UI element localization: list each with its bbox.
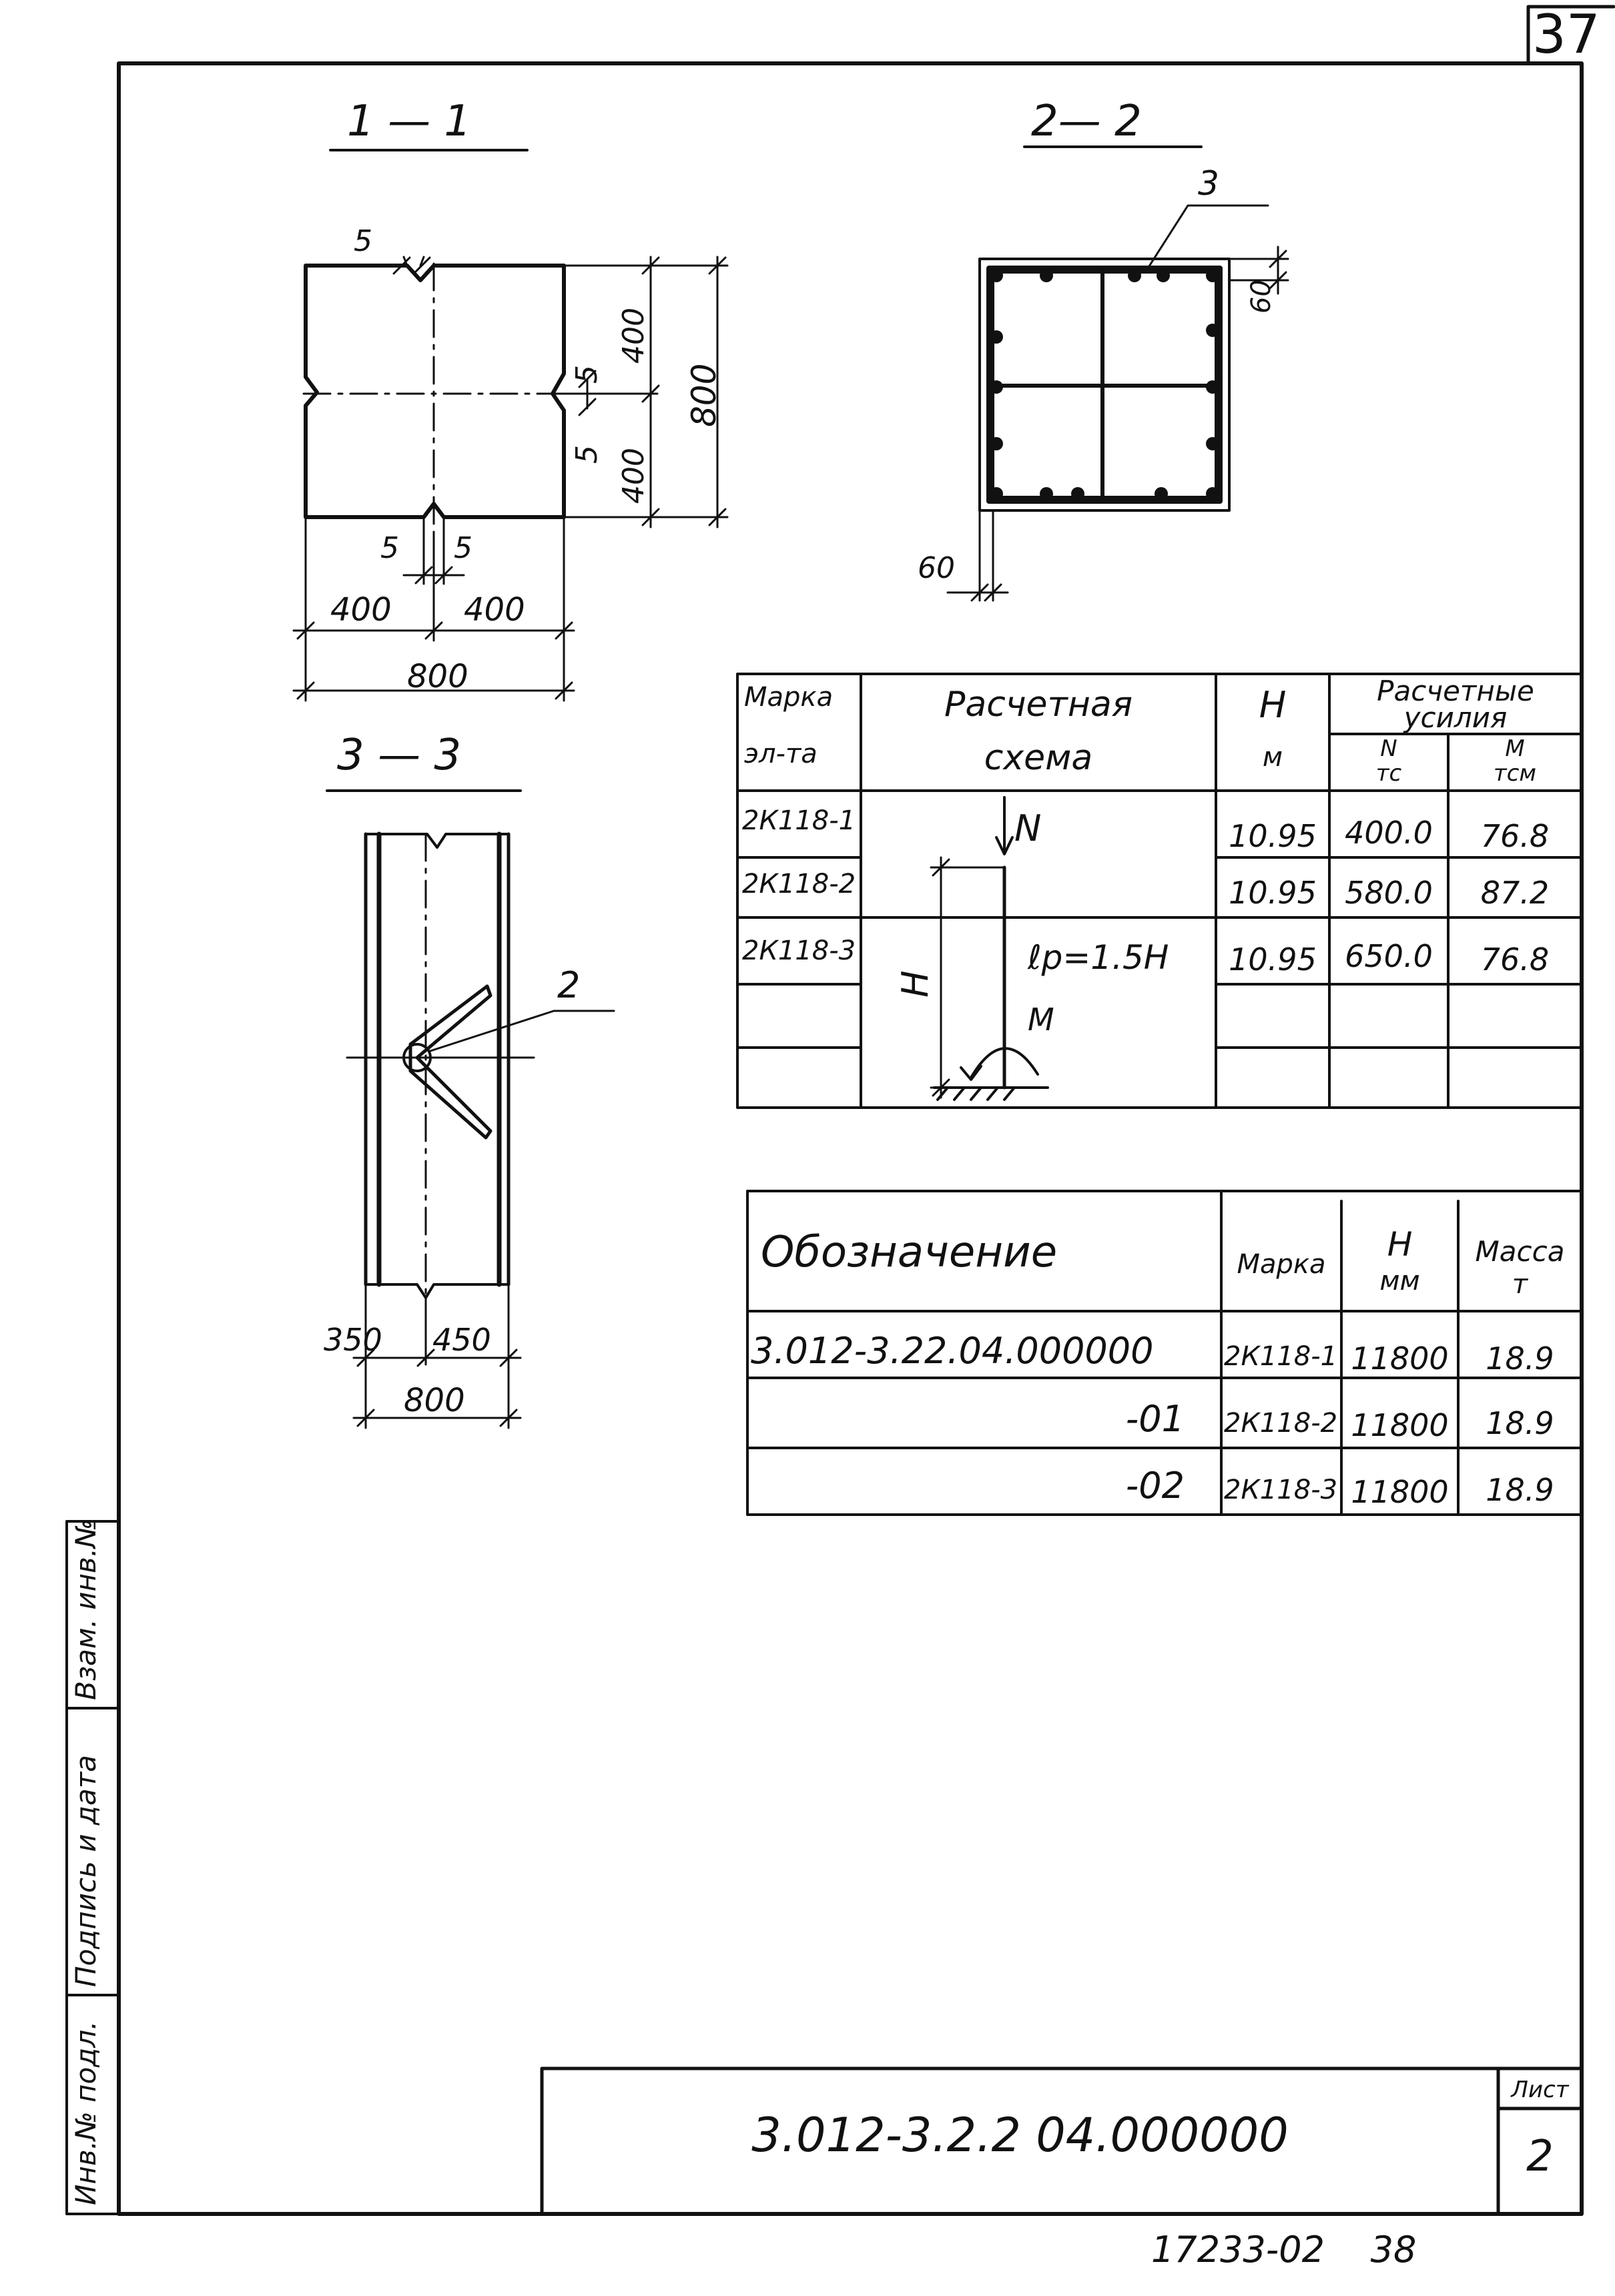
st-hdr-mass-l2: т	[1512, 1269, 1528, 1300]
s33-title: 3 — 3	[337, 731, 462, 780]
st-hdr-mark: Марка	[1237, 1249, 1326, 1280]
st-hdr-h-l2: мм	[1379, 1266, 1420, 1296]
ft-row3-m: 76.8	[1480, 941, 1550, 978]
scheme-height-dim	[931, 857, 1004, 1098]
title-block-sheet-label: Лист	[1511, 2076, 1569, 2103]
scheme-force-arrow	[996, 797, 1012, 854]
ft-hdr-n-l1: N	[1380, 735, 1397, 762]
s11-dim-bottom-left: 400	[330, 591, 392, 629]
s33-top-break	[366, 834, 509, 847]
scheme-force-n: N	[1014, 807, 1042, 849]
s33-inner-sides	[379, 834, 499, 1284]
ft-hdr-m-l1: M	[1505, 735, 1525, 762]
s11-dim-bottom-notch-a: 5	[380, 531, 399, 565]
s11-dim-right-upper: 400	[617, 308, 651, 364]
ft-row3-h: 10.95	[1229, 941, 1317, 978]
s33-outer-sides	[366, 834, 509, 1284]
st-row1-designation: 3.012-3.22.04.000000	[751, 1330, 1154, 1372]
ft-hdr-h-l2: м	[1262, 742, 1283, 773]
st-row1-mark: 2К118-1	[1224, 1341, 1338, 1372]
st-hdr-h-l1: H	[1387, 1225, 1413, 1264]
ft-row3-mark: 2К118-3	[742, 935, 856, 966]
s11-dim-right-total: 800	[685, 363, 723, 427]
s22-callout: 3	[1198, 164, 1219, 203]
scheme-base	[934, 1088, 1048, 1100]
ft-row1-mark: 2К118-1	[742, 805, 856, 836]
ft-hdr-h-l1: H	[1259, 684, 1287, 726]
ft-row3-n: 650.0	[1345, 938, 1433, 974]
st-row3-mass: 18.9	[1486, 1472, 1554, 1508]
st-row2-mass: 18.9	[1486, 1405, 1554, 1441]
ft-hdr-forces-l2: усилия	[1403, 701, 1508, 734]
corner-sheet-number: 37	[1532, 3, 1600, 65]
s33-gusset	[410, 986, 491, 1138]
s33-dim-left: 350	[324, 1322, 382, 1358]
side-stamp-col3: Взам. инв.№	[69, 1519, 102, 1700]
st-row1-mass: 18.9	[1486, 1341, 1554, 1377]
ft-hdr-mark-l2: эл-та	[744, 739, 818, 769]
scheme-formula: ℓр=1.5H	[1028, 938, 1169, 977]
side-stamp-col2: Подпись и дата	[69, 1755, 102, 1987]
s33-bottom-break	[366, 1284, 509, 1298]
s22-ties	[991, 270, 1218, 499]
ft-hdr-forces-l1: Расчетные	[1377, 675, 1534, 707]
s33-callout: 2	[557, 964, 581, 1006]
s11-dim-top-notch: 5	[354, 224, 372, 258]
ft-row2-n: 580.0	[1345, 875, 1433, 911]
s11-dim-bottom-right: 400	[464, 591, 525, 629]
st-row1-h: 11800	[1351, 1341, 1449, 1377]
st-row2-designation: -01	[1125, 1398, 1185, 1440]
st-row3-designation: -02	[1125, 1465, 1185, 1507]
ft-row1-h: 10.95	[1229, 818, 1317, 854]
st-hdr-mass-l1: Масса	[1475, 1235, 1565, 1268]
st-row3-mark: 2К118-3	[1224, 1475, 1338, 1505]
st-row3-h: 11800	[1351, 1474, 1449, 1510]
scheme-moment-m: M	[1028, 1002, 1054, 1038]
ft-row1-n: 400.0	[1345, 815, 1433, 851]
s11-dim-right-mid-a: 5	[570, 365, 604, 384]
scheme-height-h: H	[894, 970, 936, 998]
s11-dim-right-mid-b: 5	[570, 445, 604, 464]
s33-callout-leader	[430, 1011, 614, 1051]
ft-hdr-mark-l1: Марка	[744, 682, 834, 713]
ft-row2-m: 87.2	[1480, 875, 1550, 911]
ft-row2-h: 10.95	[1229, 875, 1317, 911]
s22-dim-right: 60	[1246, 280, 1277, 314]
scheme-moment-arc	[961, 1048, 1038, 1080]
side-stamp-col1: Инв.№ подл.	[69, 2020, 102, 2205]
s11-outline	[306, 266, 564, 517]
s33-dim-right: 450	[432, 1322, 491, 1358]
s33-dim-total: 800	[404, 1382, 465, 1419]
s11-dim-right-lower: 400	[617, 448, 651, 504]
ft-row2-mark: 2К118-2	[742, 869, 856, 899]
st-row2-mark: 2К118-2	[1224, 1408, 1338, 1439]
ft-row1-m: 76.8	[1480, 818, 1550, 854]
s11-dim-bottom-total: 800	[407, 658, 468, 695]
s22-title: 2— 2	[1031, 97, 1142, 146]
ft-hdr-scheme-l2: схема	[984, 738, 1093, 778]
ft-hdr-m-l2: тсм	[1493, 760, 1537, 787]
st-row2-h: 11800	[1351, 1407, 1449, 1443]
title-block-code: 3.012-3.2.2 04.000000	[751, 2108, 1289, 2163]
s11-dim-bottom-notch-b: 5	[454, 531, 472, 565]
ft-hdr-scheme-l1: Расчетная	[944, 685, 1133, 725]
s22-dim-bottom: 60	[918, 551, 955, 585]
s11-title: 1 — 1	[347, 97, 472, 146]
ft-hdr-n-l2: тс	[1375, 760, 1402, 787]
title-block-sheet-value: 2	[1526, 2132, 1554, 2181]
frame-outer	[119, 63, 1582, 2214]
footer-text: 17233-02 38	[1151, 2229, 1417, 2271]
st-hdr-designation: Обозначение	[761, 1228, 1058, 1277]
s22-dim-bottom	[948, 510, 1008, 601]
